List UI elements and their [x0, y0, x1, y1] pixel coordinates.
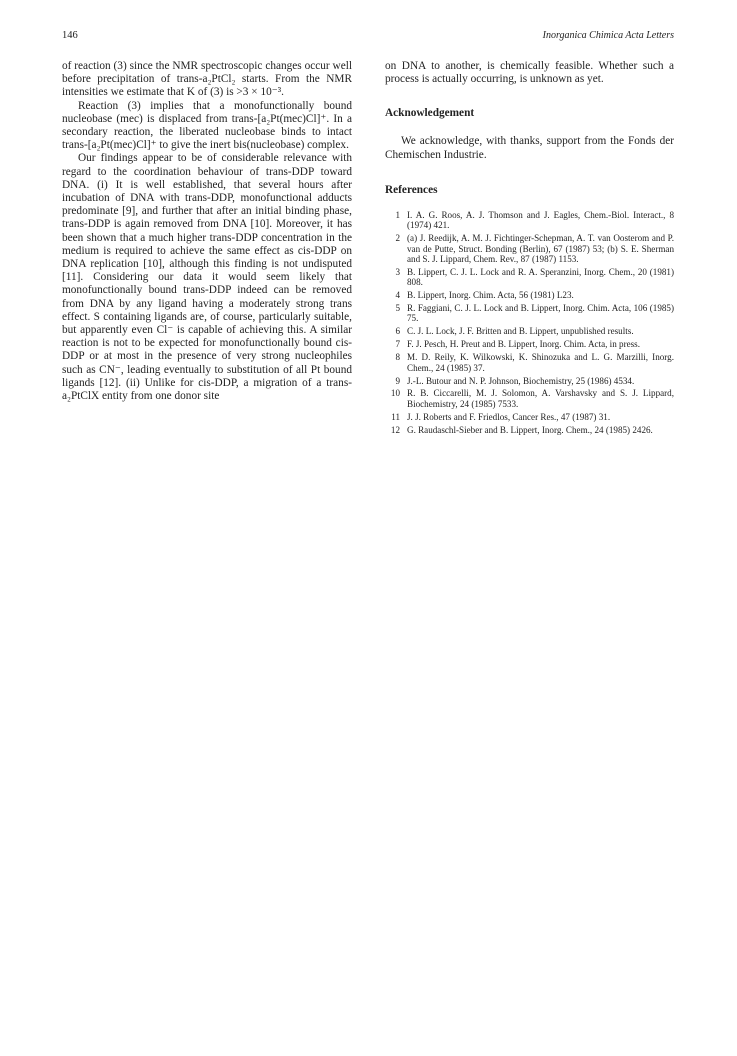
reference-text: J.-L. Butour and N. P. Johnson, Biochemistry, 25 (1986) 4534.: [407, 375, 635, 386]
reference-item: [385, 376, 674, 386]
reference-number: 5: [395, 303, 400, 314]
reference-text: M. D. Reily, K. Wilkowski, K. Shinozuka and L. G. Marzilli, Inorg. Chem., 24 (1985) 37.: [407, 352, 674, 373]
reference-number: 10: [390, 388, 400, 399]
references-heading: References: [385, 183, 438, 196]
reference-number: 1: [395, 209, 400, 220]
acknowledgement-text: We acknowledge, with thanks, support from the Fonds der Chemischen Industrie.: [385, 135, 674, 161]
reference-text: (a) J. Reedijk, A. M. J. Fichtinger-Schepman, A. T. van Oosterom and P. van de Putte, Struct. Bonding (Berlin), 67 (1987) 53; (b) S. E. Sherman and S. J. Lippard, Chem. Rev., 87 (1987) 1153.: [407, 233, 674, 264]
page-header: [62, 30, 674, 46]
reference-item: [385, 425, 674, 435]
reference-number: 11: [391, 411, 400, 422]
reference-number: 12: [390, 424, 400, 435]
reference-text: B. Lippert, Inorg. Chim. Acta, 56 (1981) L23.: [407, 290, 574, 301]
reference-number: 2: [395, 233, 400, 244]
reference-item: [385, 412, 674, 422]
reference-text: I. A. G. Roos, A. J. Thomson and J. Eagles, Chem.-Biol. Interact., 8 (1974) 421.: [407, 209, 674, 231]
reference-number: 3: [395, 266, 400, 277]
page-number: 146: [62, 30, 78, 41]
reference-item: [385, 210, 674, 231]
reference-number: 7: [395, 339, 400, 350]
reference-text: J. J. Roberts and F. Friedlos, Cancer Res., 47 (1987) 31.: [407, 411, 611, 422]
body-paragraph: Reaction (3) implies that a monofunctionally bound nucleobase (mec) is displaced from trans-[a₂Pt(mec)Cl]⁺. In a secondary reaction, the liberated nucleobase binds to intact trans-[a₂Pt(mec)Cl]⁺ to give the inert bis(nucleobase) complex.: [62, 99, 352, 152]
body-paragraph: Our findings appear to be of considerable relevance with regard to the coordination behaviour of trans-DDP toward DNA. (i) It is well established, that several hours after incubation of DNA with trans-DDP, monofunctional adducts predominate [9], and further that after an initial binding phase, trans-DDP is again removed from DNA [10]. Moreover, it has been shown that a much higher trans-DDP concentration in the medium is required to achieve the same effect as cis-DDP on DNA replication [10], although this finding is not undisputed [11]. Considering our data it would seem likely that monofunctionally bound trans-DDP indeed can be removed from DNA by any ligand having a moderately strong trans effect. S containing ligands are, of course, particularly suitable, but apparently even Cl⁻ is capable of achieving this. A similar reaction is not to be expected for monofunctionally bound cis-DDP or at most in the presence of very strong nucleophiles such as CN⁻, leading eventually to substitution of all Pt bound ligands [12]. (ii) Unlike for cis-DDP, a migration of a trans-a₂PtClX entity from one donor site: [62, 152, 352, 403]
reference-item: [385, 388, 674, 409]
reference-number: 4: [395, 290, 400, 301]
right-column: [385, 60, 674, 438]
reference-item: [385, 303, 674, 324]
reference-list: [385, 210, 674, 435]
reference-item: [385, 233, 674, 264]
reference-text: F. J. Pesch, H. Preut and B. Lippert, Inorg. Chim. Acta, in press.: [407, 339, 640, 350]
reference-text: R. B. Ciccarelli, M. J. Solomon, A. Varshavsky and S. J. Lippard, Biochemistry, 24 (1985) 7533.: [407, 388, 674, 409]
journal-name: Inorganica Chimica Acta Letters: [542, 30, 674, 41]
reference-item: [385, 326, 674, 336]
reference-text: C. J. L. Lock, J. F. Britten and B. Lippert, unpublished results.: [407, 326, 634, 337]
reference-item: [385, 352, 674, 373]
reference-text: R. Faggiani, C. J. L. Lock and B. Lippert, Inorg. Chim. Acta, 106 (1985) 75.: [407, 303, 674, 324]
left-column: [62, 60, 352, 403]
reference-number: 8: [395, 352, 400, 363]
reference-item: [385, 339, 674, 349]
acknowledgement-heading: Acknowledgement: [385, 107, 475, 120]
body-paragraph: of reaction (3) since the NMR spectroscopic changes occur well before precipitation of trans-a₂PtCl₂ starts. From the NMR intensities we estimate that K of (3) is >3 × 10⁻³.: [62, 60, 352, 99]
reference-item: [385, 290, 674, 300]
body-paragraph: on DNA to another, is chemically feasible. Whether such a process is actually occurring, is unknown as yet.: [385, 60, 674, 86]
reference-text: G. Raudaschl-Sieber and B. Lippert, Inorg. Chem., 24 (1985) 2426.: [407, 424, 653, 435]
reference-item: [385, 267, 674, 288]
reference-number: 6: [395, 326, 400, 337]
reference-number: 9: [395, 375, 400, 386]
reference-text: B. Lippert, C. J. L. Lock and R. A. Speranzini, Inorg. Chem., 20 (1981) 808.: [407, 266, 674, 288]
